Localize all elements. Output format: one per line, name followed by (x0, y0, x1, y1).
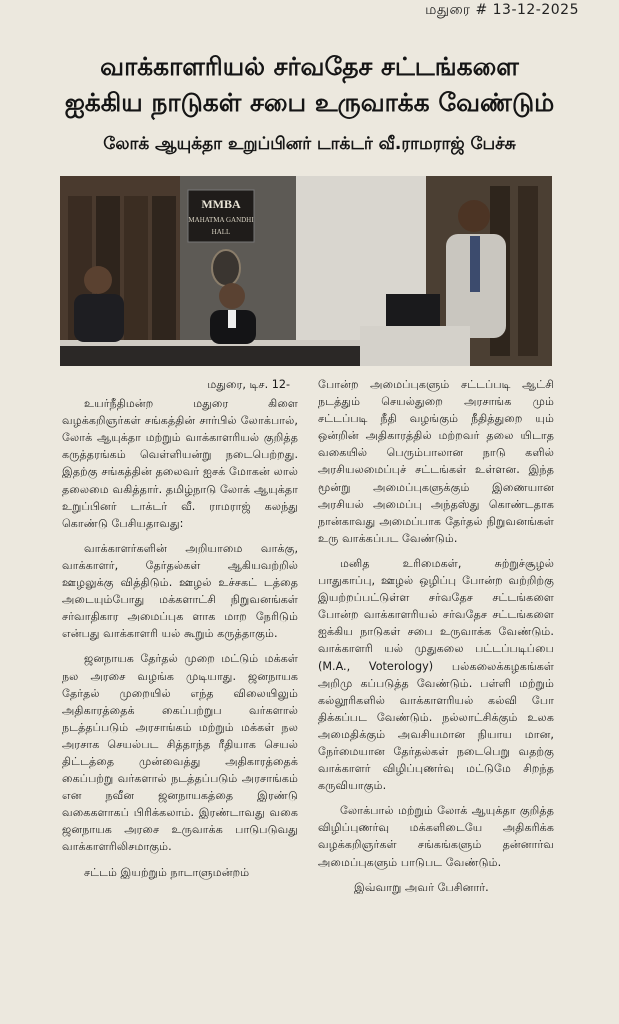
portrait-frame (212, 250, 240, 286)
paragraph: லோக்பால் மற்றும் லோக் ஆயுக்தா குறித்த விழிப்புணர்வு மக்களிடையே அதிகரிக்க வழக்கறிஞர்கள் சங்கங்களும் தன்னார்வ அமைப்புகளும் பாடுபட வேண்டும். (318, 804, 554, 869)
hall-sign-line-2: MAHATMA GANDHI (188, 216, 254, 224)
dateline: மதுரை # 13-12-2025 (425, 2, 579, 18)
headline-line-1: வாக்காளரியல் சர்வதேச சட்டங்களை (100, 52, 519, 81)
article-column-1 (62, 376, 298, 889)
speaker (458, 200, 490, 232)
article-column-2 (318, 376, 554, 904)
paragraph: மனித உரிமைகள், சுற்றுச்சூழல் பாதுகாப்பு, ஊழல் ஒழிப்பு போன்ற வற்றிற்கு இயற்றப்பட்டுள்ள சர்வதேச சட்டங்களை போன்ற வாக்காளரியல் சர்வதேச சட்டங்களை ஐக்கிய நாடுகள் சபை உருவாக்க வேண்டும். வாக்காளரி யல் முதுகலை பட்டப்படிப்பை (M.A., Voterology) பல்கலைக்கழகங்கள் அறிமு கப்படுத்த வேண்டும். பள்ளி மற்றும் கல்லூரிகளில் வாக்காளரியல் கல்வி போ திக்கப்பட வேண்டும். நல்லாட்சிக்கும் உலக அமைதிக்கும் அவசியமான நியாய மான, நேர்மையான தேர்தல்கள் நடைபெறு வதற்கு வாக்காளர் விழிப்புணர்வு மட்டுமே சிறந்த கருவியாகும். (318, 556, 554, 793)
paragraph: ஜனநாயக தேர்தல் முறை மட்டும் மக்கள் நல அரசை வழங்க முடியாது. ஜனநாயக தேர்தல் முறையில் எந்த விலையிலும் அதிகாரத்தைக் கைப்பற்றுப வர்களால் நடத்தப்படும் அரசாங்கம் மற்றும் மக்கள் நல அரசாக செயல்பட சித்தாந்த ரீதியாக செயல் திட்டத்தை முன்வைத்து அதிகாரத்தைக் கைப்பற்று வர்களால் நடத்தப்படும் அரசாங்கம் என நவீன ஜனநாயகத்தை இரண்டு வகைகளாகப் பிரிக்கலாம். இரண்டாவது வகை ஜனநாயக அரசை உருவாக்க பாடுபடுவது வாக்காளரிலிசமாகும். (62, 652, 298, 854)
hall-sign-line-3: HALL (211, 228, 231, 236)
article-location: மதுரை, டிச. 12- (207, 378, 290, 391)
closing-line: இவ்வாறு அவர் பேசினார். (354, 880, 489, 894)
paragraph: வாக்காளர்களின் அறியாமை வாக்கு, வாக்காளர், தேர்தல்கள் ஆகியவற்றில் ஊழலுக்கு வித்திடும். ஊழல் உச்சகட் டத்தை அடையும்போது மக்களாட்சி நிறுவனங்கள் சர்வாதிகார அமைப்புக ளாக மாற நேரிடும் என்பது வாக்காளரி யல் கூறும் கருத்தாகும். (62, 541, 298, 641)
paragraph: சட்டம் இயற்றும் நாடாளுமன்றம் (84, 865, 250, 879)
event-photo (60, 176, 552, 366)
paragraph: போன்ற அமைப்புகளும் சட்டப்படி ஆட்சி நடத்தும் செயல்துறை அரசாங்க மும் சட்டப்படி நீதி வழங்கும் நீதித்துறை யும் ஒன்றின் அதிகாரத்தில் மற்றவர் தலை யிடாத வகையில் பெரும்பாலான நாடு களில் அரசியலமைப்புச் சட்டங்கள் உள்ளன. இந்த மூன்று அமைப்புகளுக்கும் இணையான அரசியல் அமைப்பு அந்தஸ்து கொண்டதாக நான்காவது அமைப்பாக தேர்தல் நிறுவனங்கள் உரு வாக்கப்பட வேண்டும். (318, 378, 554, 545)
hall-sign-line-1: MMBA (201, 197, 241, 211)
headline-line-2: ஐக்கிய நாடுகள் சபை உருவாக்க வேண்டும் (64, 88, 555, 117)
subheadline: லோக் ஆயுக்தா உறுப்பினர் டாக்டர் வீ.ராமராஜ் பேச்சு (103, 134, 516, 154)
podium (360, 326, 470, 366)
head-table (60, 344, 360, 366)
person-seated-2 (219, 283, 245, 309)
person-seated-1 (84, 266, 112, 294)
paragraph: உயர்நீதிமன்ற மதுரை கிளை வழக்கறிஞர்கள் சங்கத்தின் சார்பில் லோக்பால், லோக் ஆயுக்தா மற்றும் வாக்காளரியல் குறித்த கருத்தரங்கம் வெள்ளியன்று நடைபெற்றது. இதற்கு சங்கத்தின் தலைவர் ஐசக் மோகன் லால் தலைமை வகித்தார். தமிழ்நாடு லோக் ஆயுக்தா உறுப்பினர் டாக்டர் வீ. ராமராஜ் கலந்து கொண்டு பேசியதாவது: (62, 397, 298, 530)
